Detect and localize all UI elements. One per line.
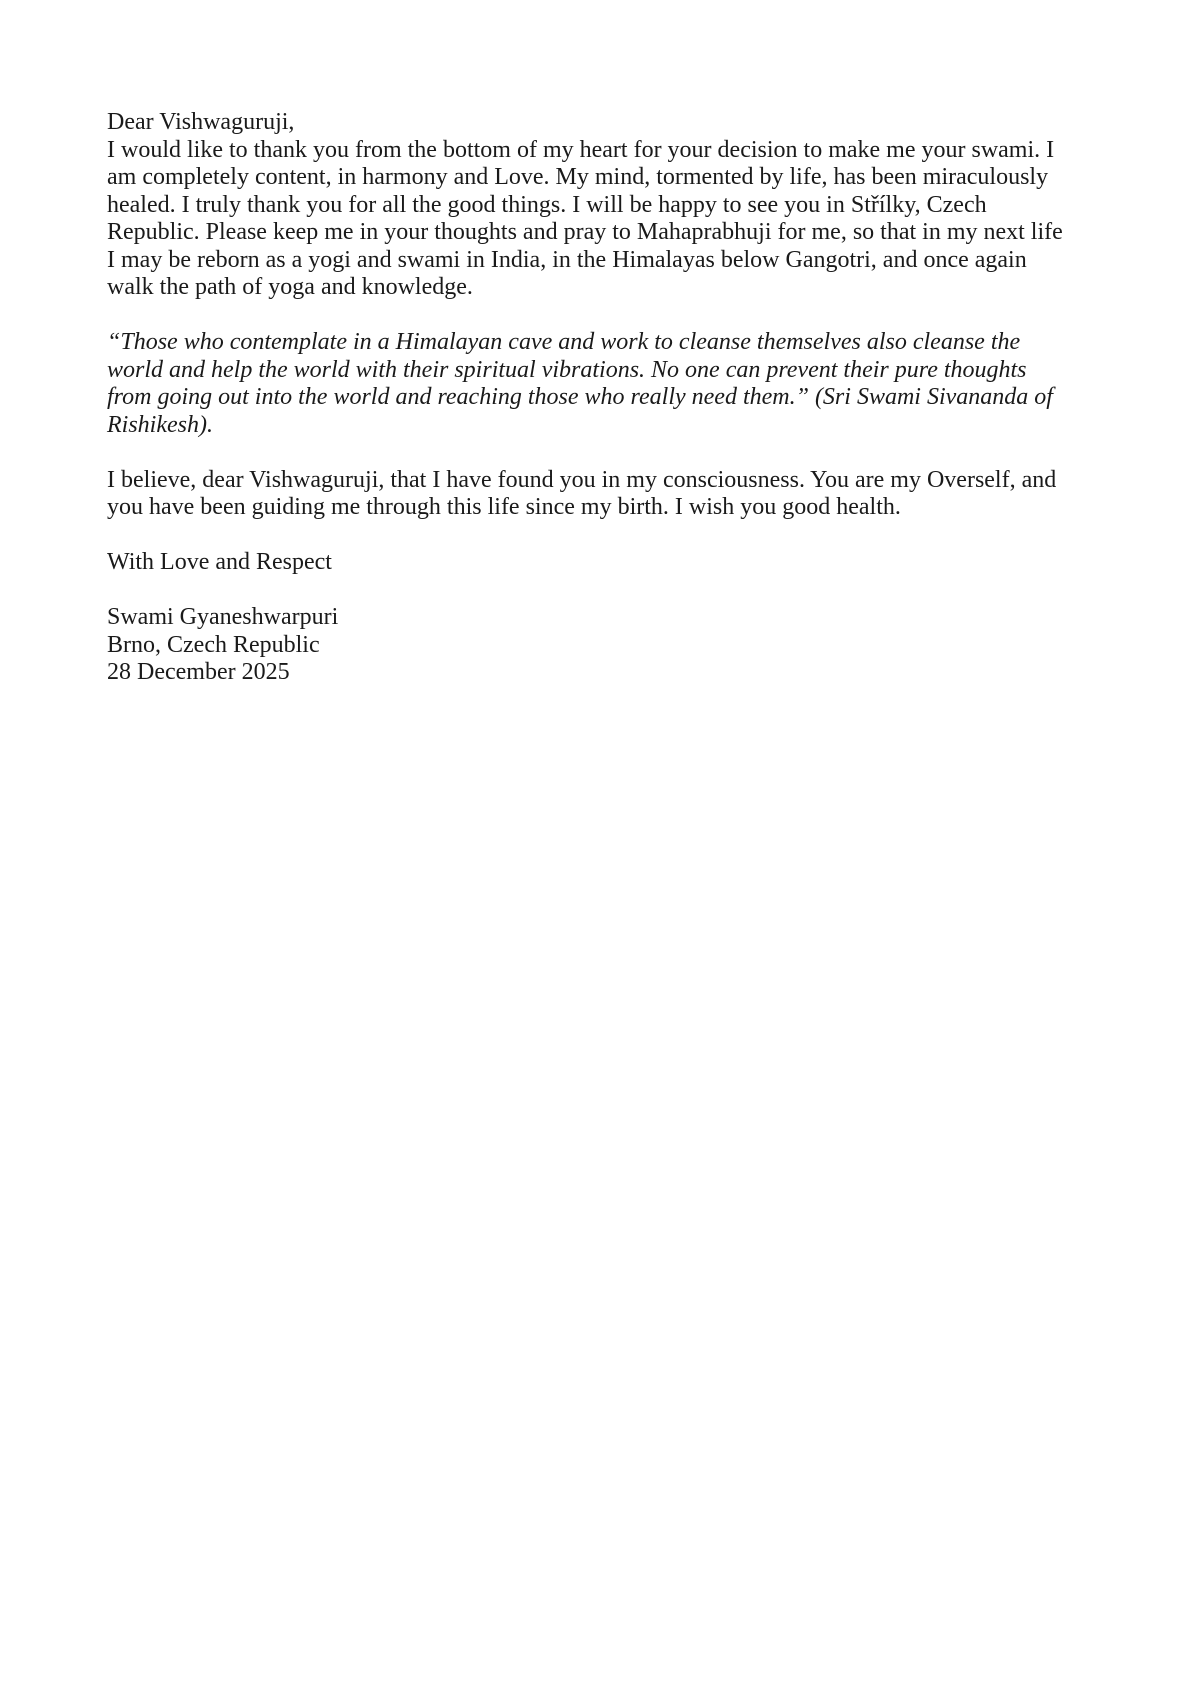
body-paragraph-1: I would like to thank you from the bottom of my heart for your decision to make me your swami. I am completely content, in harmony and Love. My mind, tormented by life, has been miraculously healed. I truly thank you for all the good things. I will be happy to see you in Střílky, Czech Republic. Please keep me in your thoughts and pray to Mahaprabhuji for me, so that in my next life I may be reborn as a yogi and swami in India, in the Himalayas below Gangotri, and once again walk the path of yoga and knowledge. bbox=[107, 136, 1063, 300]
quote-paragraph: “Those who contemplate in a Himalayan cave and work to cleanse themselves also cleanse the world and help the world with their spiritual vibrations. No one can prevent their pure thoughts from going out into the world and reaching those who really need them.” (Sri Swami Sivananda of Rishikesh). bbox=[107, 329, 1053, 438]
salutation: Dear Vishwaguruji, bbox=[107, 109, 295, 135]
signature-location: Brno, Czech Republic bbox=[107, 631, 320, 658]
signature-name: Swami Gyaneshwarpuri bbox=[107, 604, 339, 630]
opening-paragraph bbox=[107, 109, 1071, 302]
body-paragraph-2: I believe, dear Vishwaguruji, that I have found you in my consciousness. You are my Overself, and you have been guiding me through this life since my birth. I wish you good health. bbox=[107, 466, 1057, 520]
closing: With Love and Respect bbox=[107, 549, 332, 575]
signature-date: 28 December 2025 bbox=[107, 659, 290, 685]
signature-block bbox=[107, 604, 1071, 687]
